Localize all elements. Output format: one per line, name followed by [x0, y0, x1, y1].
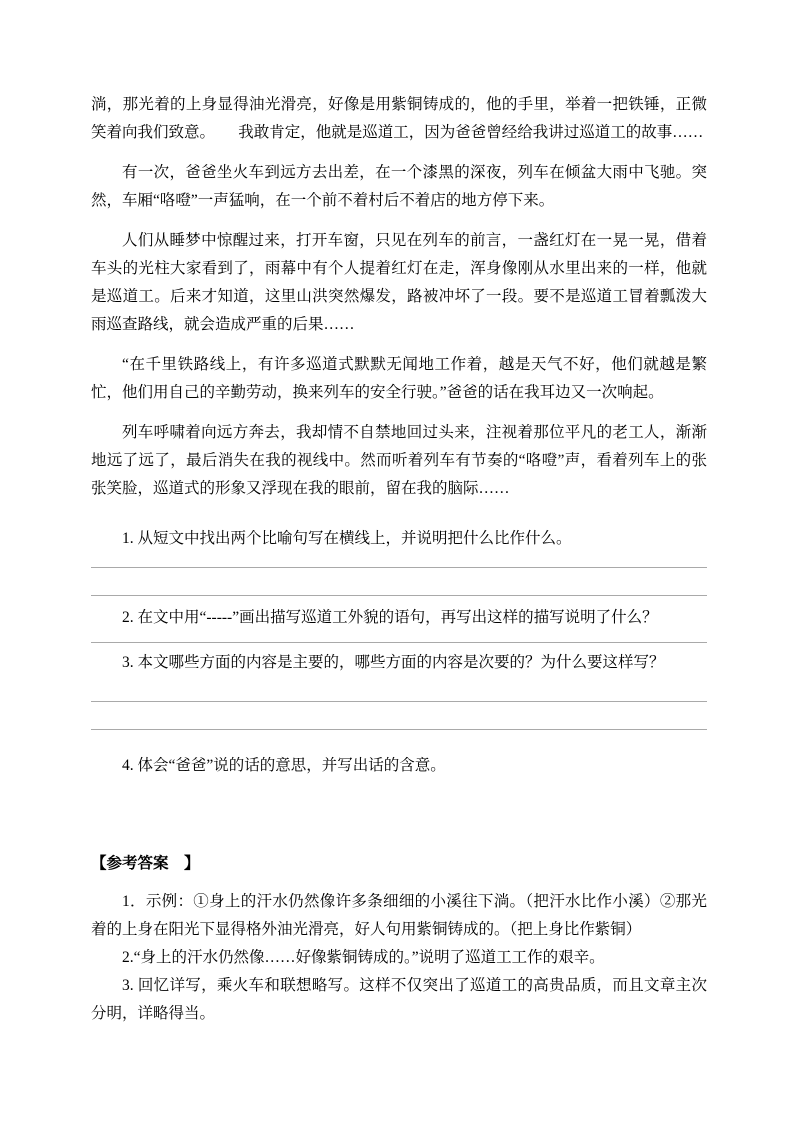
paragraph: 淌，那光着的上身显得油光滑亮，好像是用紫铜铸成的，他的手里，举着一把铁锤，正微笑着向我们致意。 我敢肯定，他就是巡道工，因为爸爸曾经给我讲过巡道工的故事……	[91, 96, 707, 141]
answer-1: 1．示例：①身上的汗水仍然像许多条细细的小溪往下淌。（把汗水比作小溪）②那光着的上身在阳光下显得格外油光滑亮，好人句用紫铜铸成的。（把上身比作紫铜）	[91, 893, 707, 938]
answer-3: 3. 回忆详写，乘火车和联想略写。这样不仅突出了巡道工的高贵品质，而且文章主次分明，详略得当。	[91, 977, 707, 1022]
answer-blank-line	[91, 568, 707, 596]
reference-answers-header: 【参考答案 】	[91, 855, 200, 872]
paragraph: “在千里铁路线上，有许多巡道式默默无闻地工作着，越是天气不好，他们就越是繁忙，他们用自己的辛勤劳动，换来列车的安全行驶。”爸爸的话在我耳边又一次响起。	[91, 356, 707, 401]
paragraph: 有一次，爸爸坐火车到远方去出差，在一个漆黑的深夜，列车在倾盆大雨中飞驰。突然，车厢“咯噔”一声猛响，在一个前不着村后不着店的地方停下来。	[91, 164, 707, 209]
answer-blank-line	[91, 553, 707, 568]
paragraph: 人们从睡梦中惊醒过来，打开车窗，只见在列车的前言，一盏红灯在一晃一晃，借着车头的光柱大家看到了，雨幕中有个人提着红灯在走，浑身像刚从水里出来的一样，他就是巡道工。后来才知道，这里山洪突然爆发，路被冲坏了一段。要不是巡道工冒着瓢泼大雨巡查路线，就会造成严重的后果……	[91, 232, 707, 333]
answer-2: 2.“身上的汗水仍然像……好像紫铜铸成的。”说明了巡道工工作的艰辛。	[122, 949, 605, 966]
answer-blank-line	[91, 677, 707, 702]
answer-blank-line	[91, 632, 707, 643]
question-4: 4. 体会“爸爸”说的话的意思，并写出话的含意。	[122, 757, 446, 774]
paragraph: 列车呼啸着向远方奔去，我却情不自禁地回过头来，注视着那位平凡的老工人，渐渐地远了远了，最后消失在我的视线中。然而听着列车有节奏的“咯噔”声，看着列车上的张张笑脸，巡道式的形象又浮现在我的眼前，留在我的脑际……	[91, 424, 707, 497]
question-3: 3. 本文哪些方面的内容是主要的，哪些方面的内容是次要的？为什么要这样写？	[122, 654, 665, 671]
answer-blank-line	[91, 702, 707, 730]
question-1: 1. 从短文中找出两个比喻句写在横线上，并说明把什么比作什么。	[122, 530, 572, 547]
question-2: 2. 在文中用“-----”画出描写巡道工外貌的语句，再写出这样的描写说明了什么？	[122, 609, 658, 626]
